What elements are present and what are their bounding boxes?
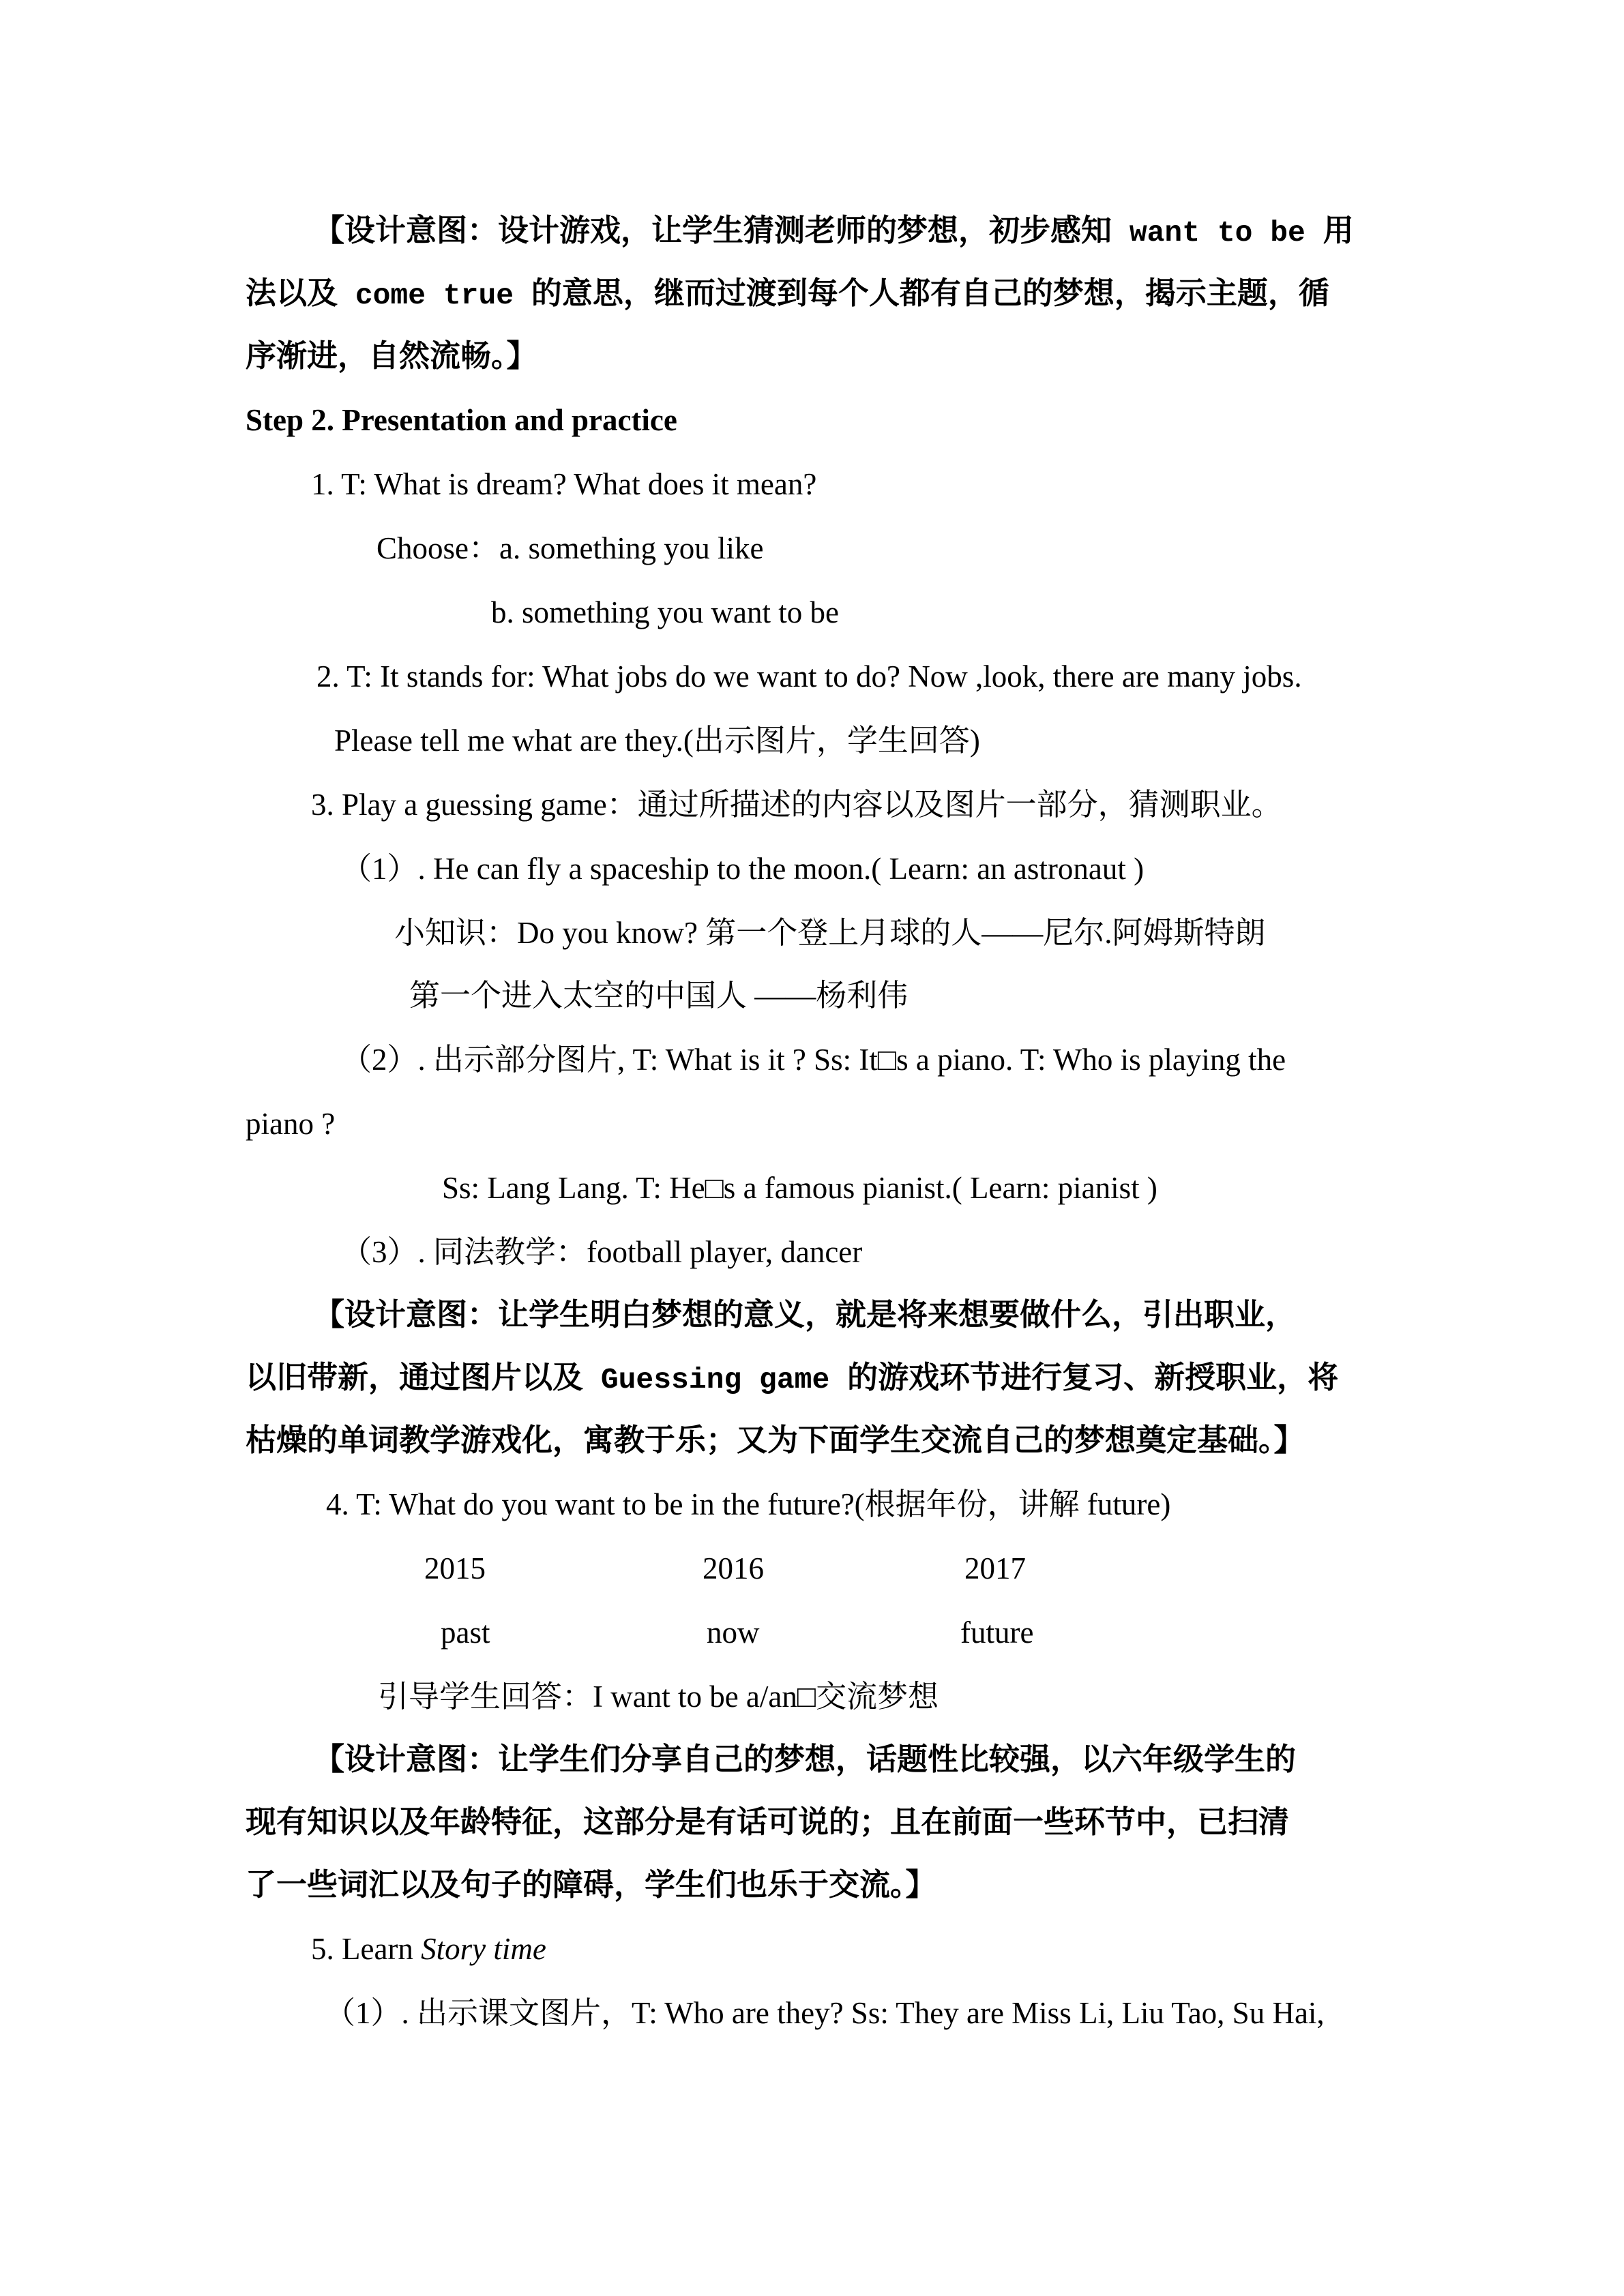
text-run: 的意思，继而过渡到每个人都有自己的梦想，揭示主题，循 — [531, 276, 1329, 310]
year-2017: 2017 — [964, 1551, 1026, 1585]
item-3-sub-3: （3）. 同法教学：football player, dancer — [341, 1235, 863, 1269]
step-2-heading: Step 2. Presentation and practice — [246, 403, 677, 437]
text-run: 的游戏环节进行复习、新授职业，将 — [847, 1360, 1339, 1395]
code-run: Guessing game — [583, 1363, 848, 1397]
design-intent-3-line-2: 现有知识以及年龄特征，这部分是有话可说的；且在前面一些环节中，已扫清 — [246, 1805, 1290, 1839]
design-intent-1-line-1 — [314, 209, 1354, 255]
design-intent-1-line-2 — [246, 271, 1329, 318]
item-2-line-1: 2. T: It stands for: What jobs do we want to do? Now ,look, there are many jobs. — [316, 659, 1302, 694]
label-future: future — [960, 1615, 1034, 1650]
label-past: past — [441, 1615, 490, 1650]
item-4-question: 4. T: What do you want to be in the future?(根据年份，讲解 future) — [326, 1487, 1171, 1521]
text-run: 法以及 — [246, 276, 338, 310]
text-run: 用 — [1323, 213, 1354, 248]
code-run: come true — [338, 279, 531, 312]
text-run: 以旧带新，通过图片以及 — [246, 1360, 584, 1395]
item-2-line-2: Please tell me what are they.(出示图片，学生回答) — [334, 724, 980, 758]
item-3-sub-2-answer: Ss: Lang Lang. T: He□s a famous pianist.( Learn: pianist ) — [442, 1171, 1157, 1205]
item-3-line-1: 3. Play a guessing game：通过所描述的内容以及图片一部分，猜测职业。 — [311, 788, 1282, 822]
item-5-heading — [311, 1927, 546, 1971]
design-intent-3-line-3: 了一些词汇以及句子的障碍，学生们也乐于交流。】 — [246, 1868, 936, 1902]
text-run: 5. Learn — [311, 1932, 422, 1966]
item-3-tip-2: 第一个进入太空的中国人 ——杨利伟 — [409, 979, 909, 1013]
design-intent-2-line-1: 【设计意图：让学生明白梦想的意义，就是将来想要做什么，引出职业， — [314, 1298, 1297, 1332]
year-2016: 2016 — [703, 1551, 764, 1585]
item-1-question: 1. T: What is dream? What does it mean? — [311, 467, 817, 501]
item-4-guide: 引导学生回答：I want to be a/an□交流梦想 — [378, 1680, 939, 1714]
item-3-sub-2-continued: piano ? — [246, 1107, 336, 1141]
design-intent-2-line-3: 枯燥的单词教学游戏化，寓教于乐；又为下面学生交流自己的梦想奠定基础。】 — [246, 1423, 1305, 1457]
story-time-title: Story time — [421, 1932, 546, 1966]
item-3-sub-2: （2）. 出示部分图片, T: What is it ? Ss: It□s a piano. T: Who is playing the — [341, 1043, 1286, 1077]
text-run: 【设计意图：设计游戏，让学生猜测老师的梦想，初步感知 — [314, 213, 1112, 248]
item-1-choose: Choose：a. something you like — [377, 531, 764, 565]
year-2015: 2015 — [424, 1551, 486, 1585]
label-now: now — [707, 1615, 760, 1650]
design-intent-1-line-3: 序渐进，自然流畅。】 — [246, 339, 537, 373]
design-intent-2-line-2 — [246, 1356, 1338, 1402]
item-3-sub-1: （1）. He can fly a spaceship to the moon.( Learn: an astronaut ) — [341, 852, 1145, 886]
item-3-tip-1: 小知识：Do you know? 第一个登上月球的人——尼尔.阿姆斯特朗 — [394, 916, 1266, 950]
item-1-option-b: b. something you want to be — [491, 595, 839, 629]
design-intent-3-line-1: 【设计意图：让学生们分享自己的梦想，话题性比较强，以六年级学生的 — [314, 1742, 1297, 1776]
item-5-sub-1: （1）. 出示课文图片，T: Who are they? Ss: They are Miss Li, Liu Tao, Su Hai, — [325, 1996, 1325, 2030]
code-run: want to be — [1112, 216, 1323, 250]
